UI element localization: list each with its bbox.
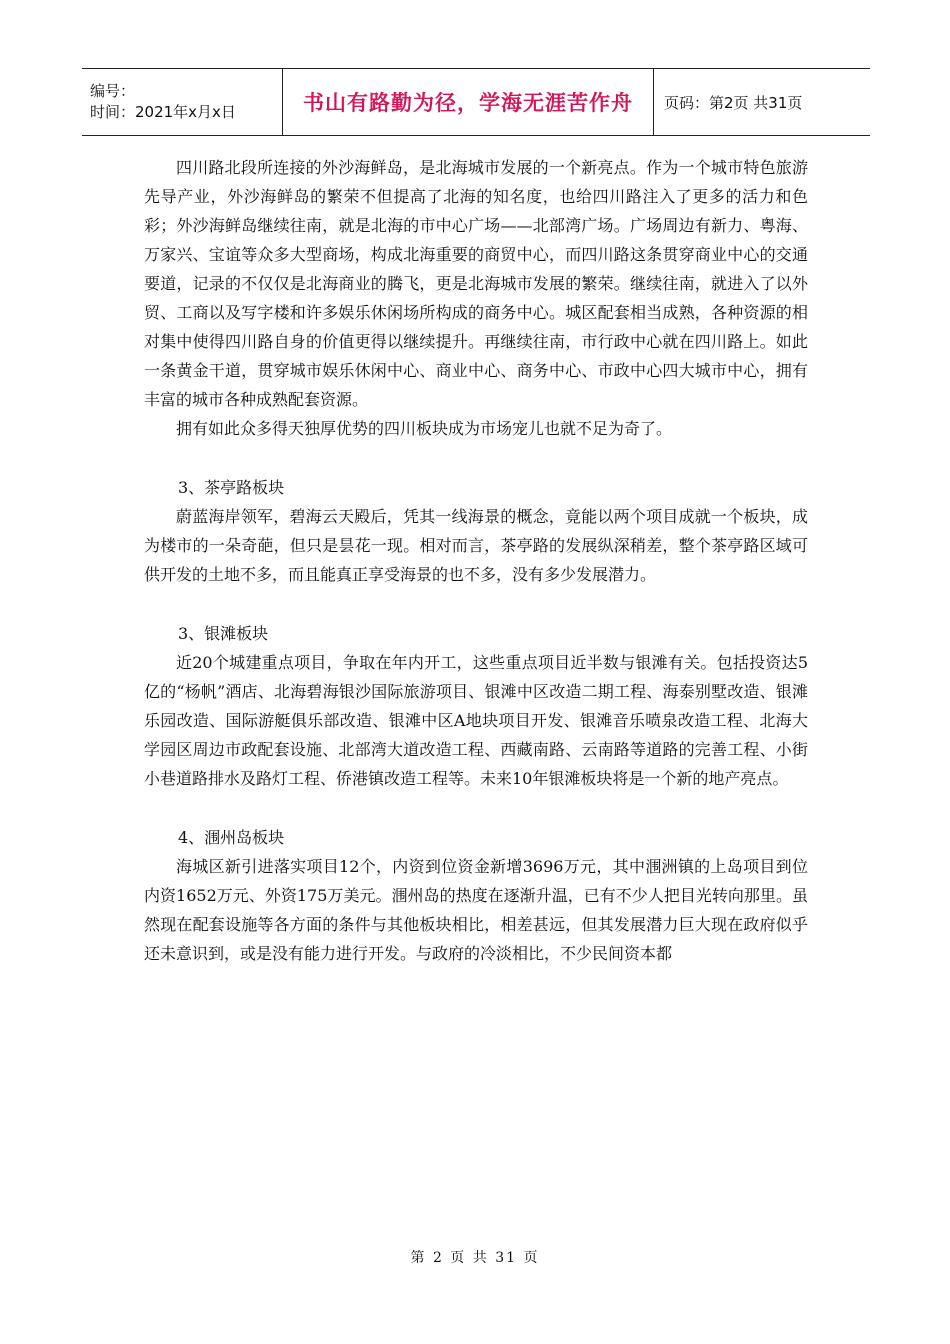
paragraph-yintan: 近20个城建重点项目，争取在年内开工，这些重点项目近半数与银滩有关。包括投资达5亿的“杨帆”酒店、北海碧海银沙国际旅游项目、银滩中区改造二期工程、海泰别墅改造、银滩乐园改造、国际游艇俱乐部改造、银滩中区A地块项目开发、银滩音乐喷泉改造工程、北海大学园区周边市政配套设施、北部湾大道改造工程、西藏南路、云南路等道路的完善工程、小街小巷道路排水及路灯工程、侨港镇改造工程等。未来10年银滩板块将是一个新的地产亮点。: [144, 653, 808, 788]
page-footer: 第 2 页 共 31 页: [410, 1250, 540, 1266]
paragraph-sichuan-road: 四川路北段所连接的外沙海鲜岛，是北海城市发展的一个新亮点。作为一个城市特色旅游先导产业，外沙海鲜岛的繁荣不但提高了北海的知名度，也给四川路注入了更多的活力和色彩；外沙海鲜岛继续往南，就是北海的市中心广场——北部湾广场。广场周边有新力、粤海、万家兴、宝谊等众多大型商场，构成北海重要的商贸中心，而四川路这条贯穿商业中心的交通要道，记录的不仅仅是北海商业的腾飞，更是北海城市发展的繁荣。继续往南，就进入了以外贸、工商以及写字楼和许多娱乐休闲场所构成的商务中心。城区配套相当成熟，各种资源的相对集中使得四川路自身的价值更得以继续提升。再继续往南，市行政中心就在四川路上。如此一条黄金干道，贯穿城市娱乐休闲中心、商业中心、商务中心、市政中心四大城市中心，拥有丰富的城市各种成熟配套资源。: [144, 158, 808, 409]
paragraph-weizhou-island: 海城区新引进落实项目12个，内资到位资金新增3696万元，其中涠洲镇的上岛项目到位内资1652万元、外资175万美元。涠州岛的热度在逐渐升温，已有不少人把目光转向那里。虽然现在配套设施等各方面的条件与其他板块相比，相差甚远，但其发展潜力巨大现在政府似乎还未意识到，或是没有能力进行开发。与政府的冷淡相比，不少民间资本都: [144, 857, 808, 963]
section-heading-yintan: 3、银滩板块: [178, 624, 269, 643]
header-meta: [82, 69, 282, 135]
document-body: [144, 153, 808, 968]
section-heading-chating-road: 3、茶亭路板块: [178, 478, 285, 497]
header-page-cell: [654, 69, 870, 135]
paragraph-chating-road: 蔚蓝海岸领军，碧海云天殿后，凭其一线海景的概念，竟能以两个项目成就一个板块，成为楼市的一朵奇葩，但只是昙花一现。相对而言，茶亭路的发展纵深稍差，整个茶亭路区域可供开发的土地不多，而且能真正享受海景的也不多，没有多少发展潜力。: [144, 507, 808, 584]
document-header: [82, 68, 870, 136]
section-heading-weizhou-island: 4、涠州岛板块: [178, 828, 285, 847]
paragraph-sichuan-summary: 拥有如此众多得天独厚优势的四川板块成为市场宠儿也就不足为奇了。: [176, 419, 673, 438]
header-motto: 书山有路勤为径，学海无涯苦作舟: [303, 91, 633, 115]
document-number-label: 编号：: [90, 82, 136, 100]
header-page-info: 页码：第2页 共31页: [664, 93, 803, 112]
document-date: 时间：2021年x月x日: [90, 103, 236, 121]
header-motto-cell: [282, 69, 654, 135]
